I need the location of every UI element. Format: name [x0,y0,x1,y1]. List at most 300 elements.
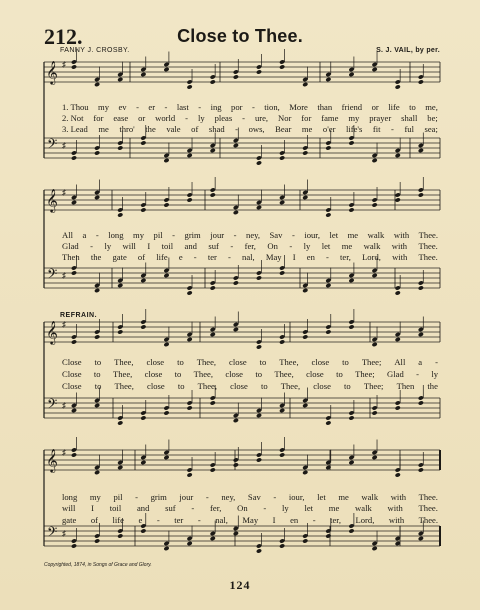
lyric-syllable: fame [321,113,339,123]
lyric-syllable: close [146,357,165,367]
lyric-syllable: - [273,492,277,502]
lyric-syllable: - [233,230,237,240]
lyric-syllable: por [231,102,243,112]
note-head [395,472,401,477]
lyric-syllable: fit [372,124,381,134]
lyric-syllable: with [388,515,405,525]
lyric-syllable: Lord, [355,515,375,525]
note-head [348,324,354,329]
note-head [233,280,239,285]
lyric-syllable: 1. Thou [62,102,89,112]
lyric-line [62,124,438,134]
lyric-syllable: - [291,230,295,240]
lyric-syllable: gate [112,252,127,262]
lyric-syllable: to [93,369,101,379]
lyric-syllable: - [185,113,189,123]
lyric-syllable: - [205,492,209,502]
note-head [279,543,285,548]
lyric-syllable: to [255,369,263,379]
lyric-syllable: - [416,369,419,379]
lyric-syllable: ly [197,113,205,123]
lyric-syllable: shall [401,113,418,123]
note-head [418,285,424,290]
lyric-syllable: I [147,241,151,251]
note-head [187,337,193,342]
note-head [187,541,193,546]
note-head [163,67,169,72]
note-head [71,64,77,69]
lyric-syllable: ease [113,113,129,123]
lyric-line [62,369,438,379]
lyric-syllable: ows, [248,124,265,134]
lyric-syllable: Thee, [114,357,134,367]
lyric-syllable: let [317,492,326,502]
author-credit: FANNY J. CROSBY. [60,47,130,54]
lyric-syllable: pil [153,230,163,240]
lyric-syllable: my [89,492,101,502]
note-head [256,548,262,553]
note-head [325,465,331,470]
lyric-syllable: my [133,230,145,240]
lyric-syllable: Thee, [280,381,301,391]
lyric-syllable: en [290,515,299,525]
lyric-syllable: be; [427,113,438,123]
lyric-syllable: Thee, [274,369,294,379]
lyric-syllable: to [94,381,102,391]
lyric-line [62,492,438,502]
lyric-syllable: - [228,252,231,262]
lyric-syllable: fer, [244,241,256,251]
lyric-syllable: er [148,102,156,112]
key-sharp-icon: ♯ [62,448,66,457]
note-head [325,420,331,425]
note-head [233,531,239,536]
note-head [140,72,146,77]
lyric-syllable: thro' [119,124,135,134]
lyric-syllable: I [292,252,296,262]
note-head [279,408,285,413]
lyric-syllable: e [178,252,183,262]
lyric-syllable: Thee, [112,369,133,379]
note-head [372,546,378,551]
lyric-syllable: ly [282,503,289,513]
note-head [71,339,77,344]
lyric-syllable: - [230,241,234,251]
note-head [94,288,100,293]
lyric-syllable: - [164,102,168,112]
lyric-syllable: and [184,241,197,251]
note-head [210,79,216,84]
lyric-syllable: of [90,515,99,525]
lyric-syllable: life [388,102,400,112]
lyric-syllable: - [90,241,94,251]
lyric-line [62,230,438,240]
lyric-syllable: Glad [62,241,79,251]
note-head [395,290,401,295]
note-head [372,342,378,347]
note-head [372,202,378,207]
lyric-syllable: ter [174,515,184,525]
note-head [279,339,285,344]
note-head [256,413,262,418]
lyric-syllable: ly [431,369,438,379]
lyric-syllable: May [265,252,282,262]
refrain-label: REFRAIN. [60,312,98,319]
note-head [187,153,193,158]
key-sharp-icon: ♯ [62,271,66,280]
note-head [395,405,401,410]
lyric-syllable: Then [62,252,80,262]
lyric-syllable: with [390,492,406,502]
lyric-syllable: - [391,124,394,134]
lyric-syllable: ter [207,252,217,262]
key-sharp-icon: ♯ [62,188,66,197]
lyric-syllable: to [94,357,102,367]
lyric-syllable: me [301,124,313,134]
lyric-syllable: Thee, [193,369,213,379]
note-head [348,415,354,420]
note-head [372,273,378,278]
lyric-syllable: Sav [269,230,283,240]
lyric-syllable: last [176,102,189,112]
lyric-syllable: of [137,252,146,262]
note-head [302,334,308,339]
note-head [210,192,216,197]
lyric-syllable: let [321,241,331,251]
note-head [140,324,146,329]
lyric-syllable: Thee. [418,515,438,525]
lyric-syllable: to [342,357,349,367]
lyric-syllable: - [435,357,438,367]
note-head [418,79,424,84]
lyric-line [62,252,438,262]
key-sharp-icon: ♯ [62,529,66,538]
lyric-syllable: - [251,102,255,112]
note-head [163,342,169,347]
note-head [210,285,216,290]
lyric-syllable: with [393,230,410,240]
lyric-syllable: ly [303,241,311,251]
note-head [163,158,169,163]
note-head [210,400,216,405]
treble-clef-icon: 𝄞 [46,60,58,84]
note-head [302,288,308,293]
note-head [71,452,77,457]
copyright-notice: Copyrighted, 1874, in Songs of Grace and Glory. [44,562,152,568]
lyric-syllable: 3. Lead [62,124,88,134]
note-head [348,460,354,465]
lyric-syllable: close [311,357,330,367]
note-head [71,270,77,275]
note-head [163,273,169,278]
lyric-syllable: or [371,102,379,112]
lyric-syllable: ly [104,241,112,251]
page-number: 124 [229,578,251,592]
lyric-syllable: close [313,381,331,391]
note-head [418,332,424,337]
note-head [302,150,308,155]
lyric-syllable: Thee, [114,381,134,391]
lyric-syllable: vale [166,124,181,134]
note-head [348,72,354,77]
lyric-syllable: All [62,230,73,240]
lyric-syllable: I [91,503,94,513]
note-head [256,69,262,74]
lyric-syllable: the [427,381,438,391]
note-head [395,337,401,342]
lyric-syllable: to [177,381,185,391]
note-head [302,82,308,87]
lyric-line [62,113,438,123]
note-head [187,197,193,202]
lyric-syllable: long [108,230,124,240]
note-head [279,270,285,275]
note-head [140,528,146,533]
note-head [163,455,169,460]
lyric-syllable: to [260,381,268,391]
lyric-syllable: let [329,230,339,240]
lyric-syllable: iour, [304,230,320,240]
lyric-syllable: nal, [242,252,255,262]
lyric-syllable: Nor [278,113,292,123]
lyric-syllable: ney, [221,492,236,502]
note-head [233,462,239,467]
lyric-syllable: iour, [288,492,305,502]
note-head [71,200,77,205]
note-head [117,77,123,82]
lyric-syllable: me [341,241,353,251]
note-head [348,528,354,533]
note-head [187,290,193,295]
note-head [256,160,262,165]
lyric-syllable: a [82,230,87,240]
note-head [233,143,239,148]
lyric-syllable: close [306,369,324,379]
lyric-syllable: walk [355,503,372,513]
lyric-syllable: - [191,503,195,513]
bass-clef-icon: 𝄢 [47,266,58,285]
note-head [302,195,308,200]
lyric-syllable: Lord, [362,252,381,262]
lyric-syllable: me, [425,102,438,112]
lyric-line [62,357,438,367]
lyric-syllable: life [112,515,124,525]
note-head [163,202,169,207]
lyric-syllable: a [418,357,423,367]
note-head [94,150,100,155]
note-head [256,457,262,462]
lyric-syllable: Thee, [196,357,217,367]
lyric-syllable: close [144,369,163,379]
lyric-syllable: Thee; [355,369,375,379]
lyric-syllable: close [225,369,244,379]
lyric-syllable: - [312,515,316,525]
lyric-line [62,241,438,251]
lyric-syllable: - [156,515,160,525]
note-head [256,205,262,210]
note-head [140,415,146,420]
lyric-syllable: world [155,113,176,123]
lyric-syllable: and [136,503,150,513]
lyric-syllable: - [136,102,139,112]
lyric-syllable: Close [62,369,82,379]
note-head [117,283,123,288]
lyric-syllable: - [95,230,99,240]
lyric-line [62,503,438,513]
note-head [233,418,239,423]
lyric-syllable: - [197,515,201,525]
key-sharp-icon: ♯ [62,141,66,150]
lyric-syllable: grim [184,230,201,240]
lyric-syllable: with [392,252,408,262]
lyric-syllable: me [347,230,359,240]
note-head [163,546,169,551]
lyric-syllable: with [387,503,403,513]
composer-credit: S. J. VAIL, by per. [376,47,440,54]
lyric-syllable: my [348,113,360,123]
note-head [210,332,216,337]
note-head [94,82,100,87]
note-head [325,77,331,82]
lyric-syllable: On [237,503,248,513]
treble-clef-icon: 𝄞 [46,320,58,344]
note-head [372,67,378,72]
lyric-syllable: will [122,241,136,251]
lyric-syllable: Thee, [197,381,217,391]
note-head [117,329,123,334]
hymn-title: Close to Thee. [177,26,303,46]
lyric-syllable: pil [113,492,123,502]
note-head [325,329,331,334]
note-head [117,533,123,538]
note-head [302,403,308,408]
lyric-syllable: ful [404,124,414,134]
note-head [140,460,146,465]
lyric-syllable: Thee. [418,503,438,513]
note-head [140,278,146,283]
lyric-syllable: the [90,252,102,262]
note-head [210,536,216,541]
lyric-syllable: to [174,369,182,379]
lyric-syllable: More [289,102,308,112]
lyric-syllable: Thee. [418,492,438,502]
note-head [372,158,378,163]
bass-clef-icon: 𝄢 [47,396,58,415]
note-head [325,533,331,538]
note-head [348,207,354,212]
note-head [279,155,285,160]
lyric-syllable: ure, [254,113,269,123]
treble-clef-icon: 𝄞 [46,188,58,212]
key-sharp-icon: ♯ [62,401,66,410]
lyric-syllable: - [135,492,138,502]
lyric-syllable: - [193,252,197,262]
note-head [348,278,354,283]
lyric-syllable: en [306,252,315,262]
bass-clef-icon: 𝄢 [47,136,58,155]
lyric-syllable: - [172,230,175,240]
lyric-syllable: close [229,357,247,367]
note-head [395,197,401,202]
note-head [325,212,331,217]
lyric-syllable: ney, [246,230,261,240]
note-head [117,420,123,425]
note-head [233,74,239,79]
lyric-syllable: will [62,503,76,513]
lyric-syllable: walk [367,230,385,240]
lyric-syllable: toil [161,241,174,251]
note-head [94,470,100,475]
lyric-syllable: to [259,357,267,367]
note-head [395,84,401,89]
note-head [256,275,262,280]
treble-clef-icon: 𝄞 [46,448,58,472]
note-head [187,472,193,477]
note-head [94,195,100,200]
lyric-syllable: close [230,381,248,391]
lyric-syllable: - [289,241,293,251]
note-head [140,207,146,212]
lyric-syllable: I [272,515,276,525]
note-head [302,538,308,543]
lyric-syllable: toil [109,503,122,513]
lyric-syllable: - [326,252,329,262]
note-head [187,405,193,410]
lyric-syllable: Thee; [363,381,384,391]
lyric-syllable: prayer [369,113,392,123]
lyric-syllable: walk [363,241,381,251]
lyric-syllable: to [177,357,184,367]
lyric-syllable: - [198,102,202,112]
lyric-syllable: tion, [264,102,280,112]
lyric-syllable: ter, [330,515,341,525]
note-head [117,212,123,217]
lyric-syllable: o'er [322,124,336,134]
lyric-syllable: May [242,515,259,525]
lyric-syllable: Thee, [279,357,299,367]
note-head [210,148,216,153]
note-head [279,64,285,69]
note-head [325,145,331,150]
lyric-syllable: Glad [387,369,404,379]
lyric-syllable: suf [208,241,219,251]
note-head [71,543,77,548]
lyric-syllable: me [338,492,349,502]
lyric-syllable: shad [208,124,225,134]
note-head [94,334,100,339]
note-head [233,210,239,215]
lyric-syllable: gate [62,515,77,525]
note-head [418,192,424,197]
lyric-line [62,515,438,525]
lyric-line [62,381,438,391]
lyric-syllable: grim [150,492,167,502]
lyric-syllable: On [267,241,278,251]
lyric-line [62,102,438,112]
note-head [94,538,100,543]
note-head [117,465,123,470]
note-head [71,408,77,413]
note-head [302,470,308,475]
lyric-syllable: Sav [247,492,261,502]
note-head [187,84,193,89]
bass-clef-icon: 𝄢 [47,524,58,543]
lyric-syllable: for [93,113,104,123]
note-head [279,452,285,457]
note-head [117,145,123,150]
lyric-syllable: than [317,102,333,112]
note-head [71,155,77,160]
